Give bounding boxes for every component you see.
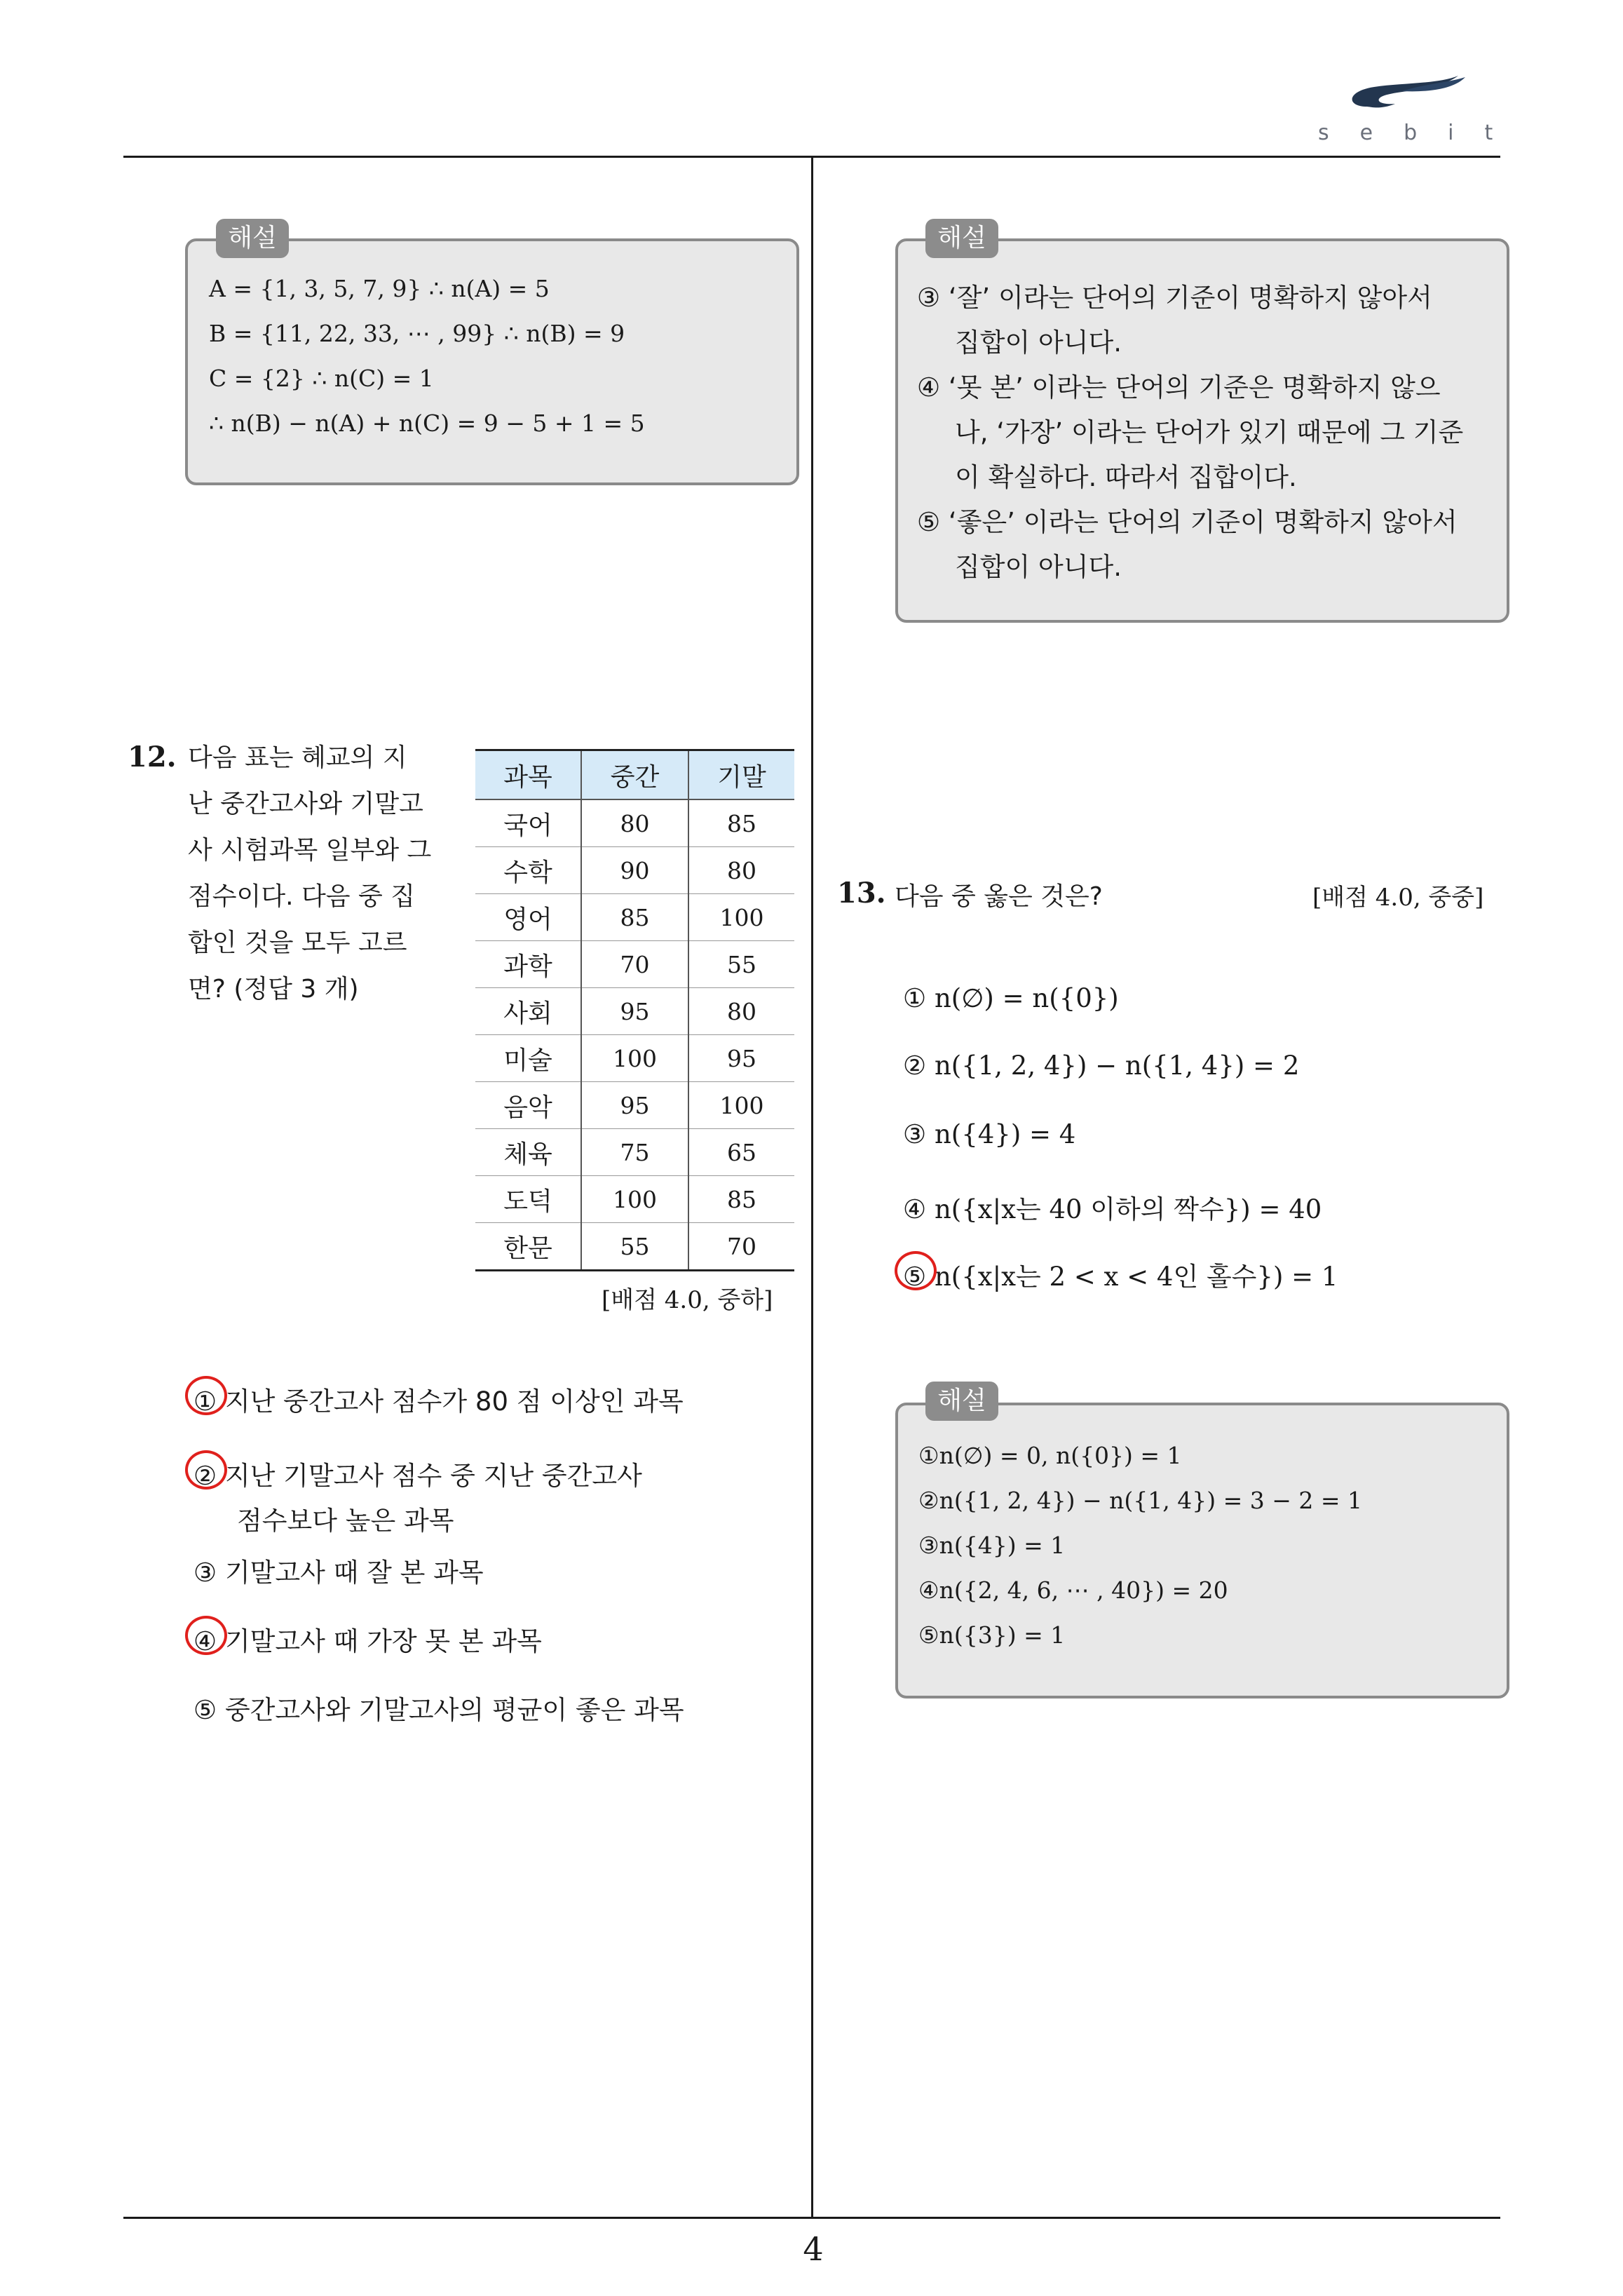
choice-number: ④ xyxy=(193,1626,217,1656)
table-cell: 85 xyxy=(581,894,688,941)
q12-text-line: 점수이다. 다음 중 집 xyxy=(188,882,415,911)
table-cell: 95 xyxy=(581,988,688,1035)
table-cell: 80 xyxy=(688,847,794,894)
table-cell: 55 xyxy=(688,941,794,988)
right-solution-tab-2: 해설 xyxy=(925,1382,998,1421)
logo-text: sebit xyxy=(1318,121,1524,145)
q13-choice-4[interactable] xyxy=(903,1188,1322,1226)
choice-text: n({x|x는 2 < x < 4인 홀수}) = 1 xyxy=(934,1262,1338,1292)
right-solution-1-line: 이 확실하다. 따라서 집합이다. xyxy=(955,462,1297,492)
choice-text: n({x|x는 40 이하의 짝수}) = 40 xyxy=(934,1194,1322,1224)
score-table xyxy=(475,749,794,1271)
table-row xyxy=(475,1035,794,1082)
right-solution-2-line: ⑤n({3}) = 1 xyxy=(918,1621,1066,1649)
table-row xyxy=(475,1129,794,1176)
q12-text-line: 합인 것을 모두 고르 xyxy=(188,928,407,957)
choice-text: 지난 기말고사 점수 중 지난 중간고사 xyxy=(224,1461,642,1491)
page-number: 4 xyxy=(803,2230,824,2268)
answer-circle-mark xyxy=(185,1376,227,1415)
right-solution-1-line: ④ ‘못 본’ 이라는 단어의 기준은 명확하지 않으 xyxy=(917,372,1441,403)
table-cell: 수학 xyxy=(475,847,581,894)
choice-text: 중간고사와 기말고사의 평균이 좋은 과목 xyxy=(224,1695,684,1725)
table-row xyxy=(475,894,794,941)
table-cell: 음악 xyxy=(475,1082,581,1129)
right-solution-2-line: ③n({4}) = 1 xyxy=(918,1532,1066,1559)
choice-number: ③ xyxy=(193,1558,217,1588)
table-cell: 사회 xyxy=(475,988,581,1035)
right-solution-2-line: ④n({2, 4, 6, ⋯ , 40}) = 20 xyxy=(918,1576,1228,1604)
choice-text: n({1, 2, 4}) − n({1, 4}) = 2 xyxy=(934,1051,1300,1081)
q13-text: 다음 중 옳은 것은? xyxy=(895,882,1103,911)
table-cell: 95 xyxy=(581,1082,688,1129)
table-cell: 65 xyxy=(688,1129,794,1176)
table-cell: 도덕 xyxy=(475,1176,581,1223)
q12-number: 12. xyxy=(128,741,177,774)
q12-text xyxy=(188,735,431,1013)
right-solution-1-line: 집합이 아니다. xyxy=(955,327,1122,358)
right-solution-1-line: 나, ‘가장’ 이라는 단어가 있기 때문에 그 기준 xyxy=(955,417,1464,447)
table-cell: 100 xyxy=(688,1082,794,1129)
table-row xyxy=(475,799,794,847)
q12-choice-2[interactable] xyxy=(193,1454,642,1492)
choice-number: ① xyxy=(193,1386,217,1417)
right-solution-1-line: ③ ‘잘’ 이라는 단어의 기준이 명확하지 않아서 xyxy=(917,283,1432,313)
right-solution-1-line: ⑤ ‘좋은’ 이라는 단어의 기준이 명확하지 않아서 xyxy=(917,507,1458,537)
choice-number: ⑤ xyxy=(903,1262,927,1292)
q12-choice-1[interactable] xyxy=(193,1380,684,1418)
choice-number: ③ xyxy=(903,1119,927,1149)
q13-choice-5[interactable] xyxy=(903,1255,1338,1293)
table-row xyxy=(475,847,794,894)
table-row xyxy=(475,988,794,1035)
answer-circle-mark xyxy=(895,1251,937,1290)
q12-choice-2-continued xyxy=(237,1499,454,1537)
sebit-logo-icon xyxy=(1318,63,1507,119)
table-cell: 85 xyxy=(688,1176,794,1223)
table-cell: 100 xyxy=(581,1176,688,1223)
choice-text: 기말고사 때 가장 못 본 과목 xyxy=(224,1626,542,1656)
choice-number: ② xyxy=(903,1051,927,1081)
table-cell: 90 xyxy=(581,847,688,894)
score-table-header xyxy=(475,750,794,800)
choice-number: ② xyxy=(193,1461,217,1491)
right-solution-1-line: 집합이 아니다. xyxy=(955,552,1122,582)
table-cell: 80 xyxy=(581,799,688,847)
q12-choice-5[interactable] xyxy=(193,1689,684,1727)
q12-text-line: 사 시험과목 일부와 그 xyxy=(188,836,432,865)
choice-number: ④ xyxy=(903,1194,927,1224)
left-solution-line: B = {11, 22, 33, ⋯ , 99} ∴ n(B) = 9 xyxy=(209,320,625,347)
choice-number: ⑤ xyxy=(193,1695,217,1725)
table-cell: 과학 xyxy=(475,941,581,988)
footer-rule xyxy=(123,2217,1500,2219)
q12-choice-4[interactable] xyxy=(193,1620,542,1658)
table-cell: 국어 xyxy=(475,799,581,847)
sebit-logo xyxy=(1318,63,1524,154)
q12-score-info: [배점 4.0, 중하] xyxy=(602,1286,773,1314)
table-row xyxy=(475,1176,794,1223)
q12-choice-3[interactable] xyxy=(193,1551,484,1589)
left-solution-line: A = {1, 3, 5, 7, 9} ∴ n(A) = 5 xyxy=(209,275,550,302)
table-cell: 80 xyxy=(688,988,794,1035)
choice-text: 기말고사 때 잘 본 과목 xyxy=(224,1558,484,1588)
table-cell: 70 xyxy=(581,941,688,988)
choice-text: n({4}) = 4 xyxy=(934,1119,1076,1149)
table-header-final: 기말 xyxy=(688,750,794,800)
right-solution-2-line: ②n({1, 2, 4}) − n({1, 4}) = 3 − 2 = 1 xyxy=(918,1487,1362,1514)
table-cell: 100 xyxy=(581,1035,688,1082)
q13-choice-3[interactable] xyxy=(903,1119,1075,1149)
answer-circle-mark xyxy=(185,1616,227,1655)
table-row xyxy=(475,941,794,988)
table-header-subject: 과목 xyxy=(475,750,581,800)
q13-number: 13. xyxy=(837,877,886,910)
table-cell: 체육 xyxy=(475,1129,581,1176)
right-solution-2-line: ①n(∅) = 0, n({0}) = 1 xyxy=(918,1442,1182,1469)
table-cell: 미술 xyxy=(475,1035,581,1082)
choice-number: ① xyxy=(903,983,927,1013)
choice-text: n(∅) = n({0}) xyxy=(934,983,1119,1013)
table-cell: 70 xyxy=(688,1223,794,1271)
left-solution-line: ∴ n(B) − n(A) + n(C) = 9 − 5 + 1 = 5 xyxy=(209,410,645,437)
answer-circle-mark xyxy=(185,1450,227,1490)
table-cell: 85 xyxy=(688,799,794,847)
right-solution-tab-1: 해설 xyxy=(925,219,998,258)
q12-text-line: 난 중간고사와 기말고 xyxy=(188,790,423,818)
table-cell: 영어 xyxy=(475,894,581,941)
table-cell: 한문 xyxy=(475,1223,581,1271)
q12-text-line: 다음 표는 혜교의 지 xyxy=(188,743,407,772)
table-row xyxy=(475,1223,794,1271)
q12-text-line: 면? (정답 3 개) xyxy=(188,975,359,1004)
table-cell: 100 xyxy=(688,894,794,941)
table-header-midterm: 중간 xyxy=(581,750,688,800)
q13-choice-1[interactable] xyxy=(903,983,1119,1013)
table-cell: 75 xyxy=(581,1129,688,1176)
left-solution-line: C = {2} ∴ n(C) = 1 xyxy=(209,365,434,392)
table-cell: 95 xyxy=(688,1035,794,1082)
table-cell: 55 xyxy=(581,1223,688,1271)
choice-text: 점수보다 높은 과목 xyxy=(237,1506,454,1536)
q13-score-info: [배점 4.0, 중중] xyxy=(1312,884,1484,912)
column-divider xyxy=(811,157,813,2217)
q13-choice-2[interactable] xyxy=(903,1051,1299,1081)
table-row xyxy=(475,1082,794,1129)
choice-text: 지난 중간고사 점수가 80 점 이상인 과목 xyxy=(224,1386,684,1417)
left-solution-tab: 해설 xyxy=(216,219,289,258)
